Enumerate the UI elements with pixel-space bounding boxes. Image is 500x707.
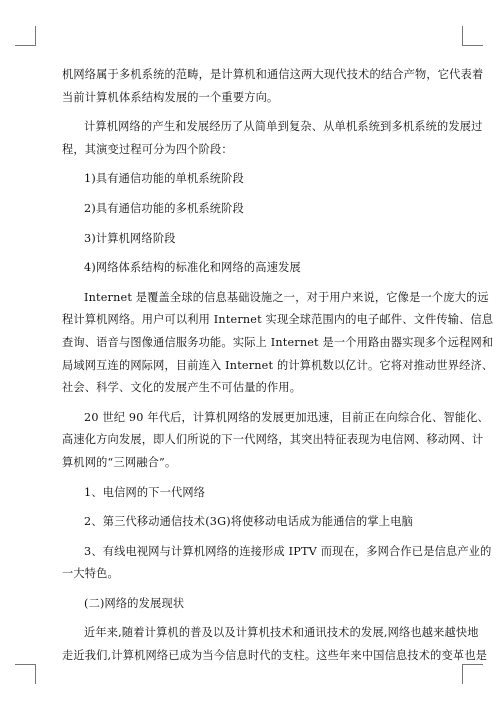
list-item: 2、第三代移动通信技术(3G)将使移动电话成为能通信的掌上电脑 <box>84 515 413 529</box>
list-item: 4)网络体系结构的标准化和网络的高速发展 <box>84 261 301 275</box>
text-line: 算机网的“三网融合”。 <box>62 455 177 469</box>
text-line: Internet 是覆盖全球的信息基础设施之一，对于用户来说，它像是一个庞大的远 <box>84 290 489 304</box>
text-line: 20 世纪 90 年代后，计算机网络的发展更加迅速，目前正在向综合化、智能化、 <box>84 410 489 424</box>
text-line: 高速化方向发展，即人们所说的下一代网络，其突出特征表现为电信网、移动网、计 <box>62 433 484 447</box>
text-line: 一大特色。 <box>62 567 119 581</box>
section-heading: (二)网络的发展现状 <box>84 596 185 610</box>
list-item: 1、电信网的下一代网络 <box>84 485 206 499</box>
text-line: 计算机网络的产生和发展经历了从简单到复杂、从单机系统到多机系统的发展过 <box>84 120 483 134</box>
crop-mark-bottom-right-h <box>462 664 483 665</box>
crop-mark-top-right-h <box>462 45 483 46</box>
text-line: 程，其演变过程可分为四个阶段： <box>62 142 233 156</box>
text-line: 社会、科学、文化的发展产生不可估量的作用。 <box>62 381 302 395</box>
text-line: 走近我们,计算机网络已成为当今信息时代的支柱。这些年来中国信息技术的变革也是 <box>62 649 488 663</box>
text-line: 查询、语音与图像通信服务功能。实际上 Internet 是一个用路由器实现多个远程网和 <box>62 335 494 349</box>
list-item: 3、有线电视网与计算机网络的连接形成 IPTV 而现在，多网合作已是信息产业的 <box>84 544 492 558</box>
crop-mark-top-left-v <box>35 26 36 46</box>
list-item: 3)计算机网络阶段 <box>84 231 176 245</box>
crop-mark-top-left-h <box>15 45 36 46</box>
document-body <box>62 64 494 668</box>
text-line: 机网络属于多机系统的范畴，是计算机和通信这两大现代技术的结合产物，它代表着 <box>62 68 484 81</box>
crop-mark-bottom-left-h <box>15 664 36 665</box>
crop-mark-bottom-right-v <box>462 664 463 684</box>
text-line: 局域网互连的网际网，目前连入 Internet 的计算机数以亿计。它将对推动世界经济、 <box>62 358 494 372</box>
text-line: 程计算机网络。用户可以利用 Internet 实现全球范围内的电子邮件、文件传输、信息 <box>62 313 494 327</box>
list-item: 1)具有通信功能的单机系统阶段 <box>84 172 244 186</box>
text-line: 当前计算机体系结构发展的一个重要方向。 <box>62 90 279 104</box>
list-item: 2)具有通信功能的多机系统阶段 <box>84 201 244 215</box>
crop-mark-top-right-v <box>462 26 463 46</box>
crop-mark-bottom-left-v <box>35 664 36 684</box>
text-line: 近年来,随着计算机的普及以及计算机技术和通讯技术的发展,网络也越来越快地 <box>84 626 479 640</box>
